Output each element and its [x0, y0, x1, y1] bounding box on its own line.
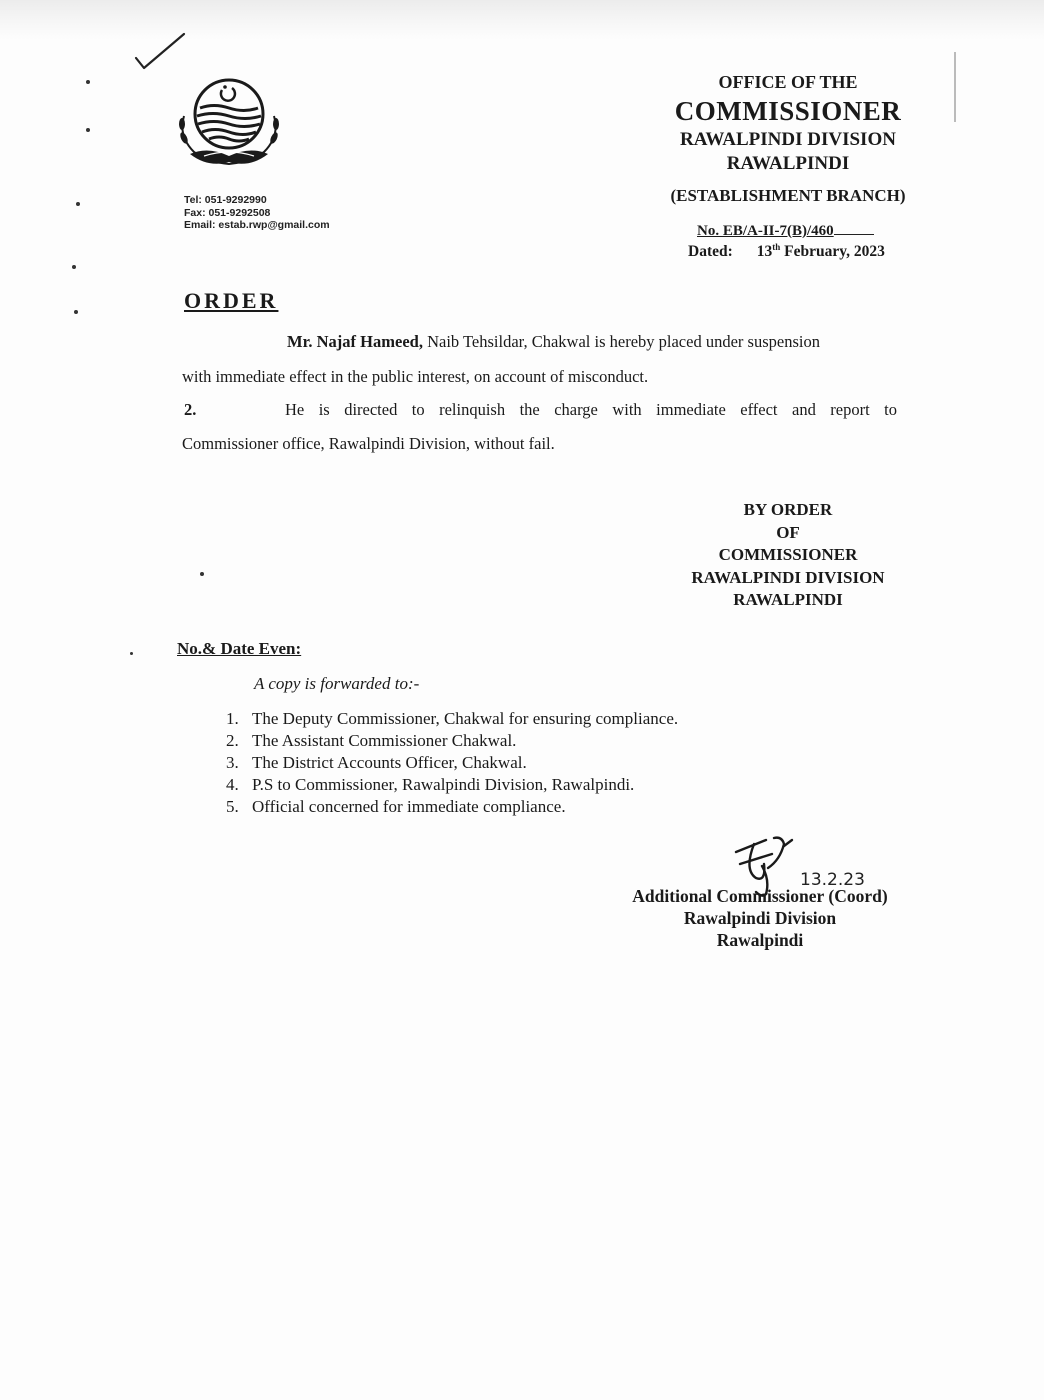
- order-paragraph-1-rest: Naib Tehsildar, Chakwal is hereby placed under suspension: [422, 332, 820, 351]
- date-line: [688, 242, 885, 261]
- list-item-number: 2.: [226, 731, 239, 750]
- list-item-number: 3.: [226, 753, 239, 772]
- branch-name: (ESTABLISHMENT BRANCH): [670, 186, 906, 205]
- reference-number-text: No. EB/A-II-7(B)/460: [697, 223, 834, 239]
- list-item-number: 1.: [226, 709, 239, 728]
- order-paragraph-2-line-1: He is directed to relinquish the charge with immediate effect and report to: [285, 400, 897, 419]
- list-item-number: 4.: [226, 775, 239, 794]
- list-item-text: The District Accounts Officer, Chakwal.: [252, 753, 527, 772]
- signature-date: 13.2.23: [800, 870, 865, 890]
- list-item-number: 5.: [226, 797, 239, 816]
- list-item-text: The Assistant Commissioner Chakwal.: [252, 731, 517, 750]
- email-address: Email: estab.rwp@gmail.com: [184, 219, 330, 231]
- order-paragraph-1-line-1: [287, 332, 820, 352]
- office-line-4: RAWALPINDI: [726, 153, 850, 174]
- scan-edge-mark: [954, 52, 956, 122]
- reference-number: [697, 223, 874, 240]
- checkmark-icon: [132, 28, 188, 74]
- date-day: 13: [756, 243, 773, 261]
- fax-number: Fax: 051-9292508: [184, 206, 271, 219]
- order-paragraph-1-line-2: with immediate effect in the public interest, on account of misconduct.: [182, 367, 649, 386]
- list-item: [226, 752, 678, 774]
- paragraph-2-number: 2.: [184, 400, 197, 419]
- by-order-line-5: RAWALPINDI: [733, 590, 843, 609]
- order-title: ORDER: [184, 288, 279, 313]
- officer-name: Mr. Najaf Hameed,: [287, 332, 423, 351]
- list-item-text: The Deputy Commissioner, Chakwal for ensuring compliance.: [252, 709, 679, 728]
- signatory-block: [600, 885, 920, 951]
- distribution-heading: No.& Date Even:: [177, 639, 302, 658]
- list-item: [226, 774, 678, 796]
- date-label: Dated:: [688, 243, 733, 261]
- by-order-line-1: BY ORDER: [743, 500, 833, 519]
- signatory-line-2: Rawalpindi Division: [683, 908, 837, 928]
- office-line-3: RAWALPINDI DIVISION: [680, 129, 896, 150]
- punjab-emblem-icon: [168, 76, 290, 176]
- date-suffix: th: [772, 242, 781, 252]
- date-month-year: February, 2023: [780, 243, 885, 261]
- list-item: [226, 730, 678, 752]
- distribution-list: [226, 708, 678, 818]
- distribution-intro: A copy is forwarded to:-: [254, 674, 420, 693]
- list-item-text: P.S to Commissioner, Rawalpindi Division, Rawalpindi.: [252, 775, 635, 794]
- tel-number: Tel: 051-9292990: [184, 194, 267, 206]
- list-item: [226, 796, 678, 818]
- order-paragraph-2-line-2: Commissioner office, Rawalpindi Division, without fail.: [182, 434, 555, 453]
- by-order-line-4: RAWALPINDI DIVISION: [691, 567, 885, 587]
- contact-block: [184, 194, 330, 232]
- signatory-line-1: Additional Commissioner (Coord): [632, 886, 888, 906]
- list-item: [226, 708, 678, 730]
- by-order-line-2: OF: [776, 522, 800, 542]
- signatory-line-3: Rawalpindi: [716, 930, 804, 950]
- office-line-1: OFFICE OF THE: [718, 72, 858, 92]
- office-line-2: COMMISSIONER: [674, 96, 902, 126]
- by-order-line-3: COMMISSIONER: [718, 545, 858, 564]
- by-order-block: [660, 499, 916, 612]
- list-item-text: Official concerned for immediate compliance.: [252, 797, 566, 816]
- office-heading: [640, 70, 936, 176]
